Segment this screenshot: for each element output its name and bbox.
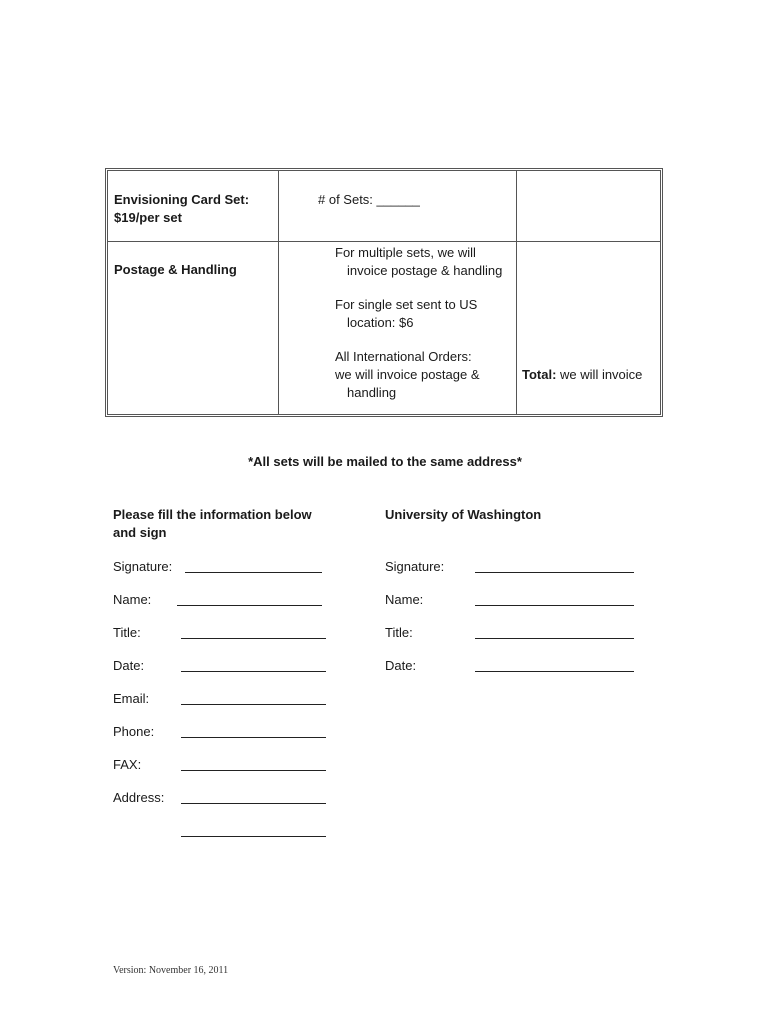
right-section-title: University of Washington <box>385 507 542 522</box>
right-name-label: Name: <box>385 592 424 607</box>
mail-note: *All sets will be mailed to the same address* <box>248 454 522 469</box>
total-text <box>522 366 642 384</box>
phone-label: Phone: <box>113 724 155 739</box>
right-title-line[interactable] <box>475 638 634 639</box>
left-title-label: Title: <box>113 625 141 640</box>
right-signature-line[interactable] <box>475 572 634 573</box>
left-date-label: Date: <box>113 658 145 673</box>
address-line-1[interactable] <box>181 803 326 804</box>
right-date-label: Date: <box>385 658 417 673</box>
address-line-2[interactable] <box>181 836 326 837</box>
left-name-line[interactable] <box>177 605 322 606</box>
table-divider <box>278 171 279 414</box>
phone-line[interactable] <box>181 737 326 738</box>
email-label: Email: <box>113 691 150 706</box>
right-name-line[interactable] <box>475 605 634 606</box>
postage-handling-label: Postage & Handling <box>114 262 237 277</box>
total-label: Total: <box>522 367 557 382</box>
right-date-line[interactable] <box>475 671 634 672</box>
right-signature-label: Signature: <box>385 559 445 574</box>
fax-label: FAX: <box>113 757 142 772</box>
fax-line[interactable] <box>181 770 326 771</box>
email-line[interactable] <box>181 704 326 705</box>
left-signature-line[interactable] <box>185 572 322 573</box>
left-signature-label: Signature: <box>113 559 173 574</box>
table-divider <box>108 241 660 242</box>
version-footer: Version: November 16, 2011 <box>113 965 229 976</box>
left-name-label: Name: <box>113 592 152 607</box>
multiple-sets-note: For multiple sets, we will invoice postage & handling <box>335 245 503 278</box>
left-date-line[interactable] <box>181 671 326 672</box>
address-label: Address: <box>113 790 165 805</box>
table-divider <box>516 171 517 414</box>
international-orders-note: All International Orders: we will invoice postage & handling <box>335 349 480 400</box>
single-set-note: For single set sent to US location: $6 <box>335 297 478 330</box>
total-value: we will invoice <box>560 367 643 382</box>
card-set-label: Envisioning Card Set: $19/per set <box>114 192 250 225</box>
right-title-label: Title: <box>385 625 413 640</box>
order-table <box>105 168 663 417</box>
number-of-sets-field[interactable]: # of Sets: ______ <box>318 192 420 207</box>
left-section-title: Please fill the information below and sign <box>113 507 312 540</box>
left-title-line[interactable] <box>181 638 326 639</box>
